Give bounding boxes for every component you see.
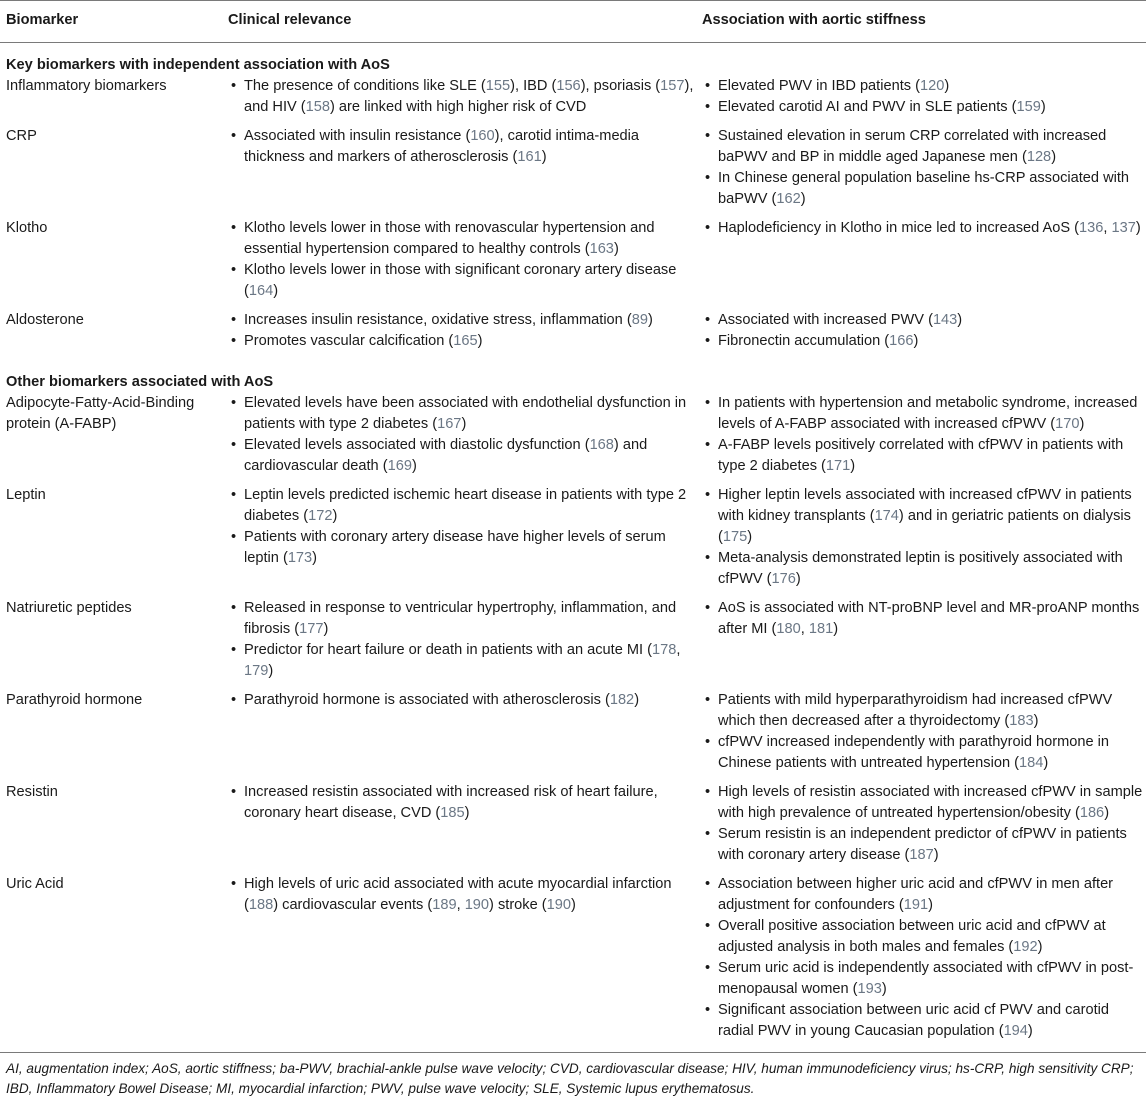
- reference-link[interactable]: 190: [464, 897, 490, 913]
- bullet-text: Klotho levels lower in those with significant coronary artery disease (: [244, 262, 677, 299]
- reference-link[interactable]: 155: [485, 78, 511, 94]
- reference-link[interactable]: 169: [387, 458, 412, 474]
- bullet-text: ), psoriasis (: [580, 78, 661, 94]
- clinical-bullet-item: [228, 218, 696, 260]
- aortic-bullet-item: [702, 874, 1146, 916]
- biomarker-name: Aldosterone: [6, 312, 84, 328]
- aortic-bullet-list: [702, 690, 1146, 774]
- bullet-text: Increases insulin resistance, oxidative stress, inflammation (: [244, 312, 632, 328]
- bullet-text: ,: [456, 897, 465, 913]
- table-row: [0, 782, 1146, 874]
- header-biomarker: Biomarker: [0, 1, 222, 43]
- bullet-text: Released in response to ventricular hypertrophy, inflammation, and fibrosis (: [244, 600, 677, 637]
- reference-link[interactable]: 168: [589, 437, 614, 453]
- section-heading: Key biomarkers with independent association with AoS: [6, 57, 390, 73]
- aortic-bullet-item: [702, 824, 1146, 866]
- clinical-bullet-item: [228, 76, 696, 118]
- reference-link[interactable]: 137: [1111, 220, 1136, 236]
- aortic-bullet-item: [702, 690, 1146, 732]
- reference-link[interactable]: 120: [919, 78, 945, 94]
- clinical-relevance-cell: [222, 874, 696, 1053]
- bullet-text: ): [273, 283, 279, 299]
- bullet-text: ): [464, 805, 470, 821]
- clinical-relevance-cell: [222, 598, 696, 690]
- bullet-text: ): [570, 897, 576, 913]
- bullet-text: Patients with coronary artery disease have higher levels of serum leptin (: [244, 529, 666, 566]
- bullet-text: ): [795, 571, 801, 587]
- bullet-text: ): [1043, 755, 1049, 771]
- bullet-text: Increased resistin associated with increased risk of heart failure, coronary heart disease, CVD (: [244, 784, 658, 821]
- clinical-bullet-item: [228, 690, 696, 711]
- table-row: [0, 485, 1146, 598]
- reference-link[interactable]: 173: [287, 550, 313, 566]
- clinical-bullet-list: [228, 782, 696, 824]
- bullet-text: ): [850, 458, 856, 474]
- bullet-text: ): [1104, 805, 1110, 821]
- clinical-bullet-item: [228, 485, 696, 527]
- aortic-bullet-list: [702, 598, 1146, 640]
- bullet-text: Elevated carotid AI and PWV in SLE patients (: [718, 99, 1017, 115]
- clinical-relevance-cell: [222, 393, 696, 485]
- section-row: [0, 360, 1146, 393]
- aortic-bullet-item: [702, 1000, 1146, 1042]
- bullet-text: Meta-analysis demonstrated leptin is positively associated with cfPWV (: [718, 550, 1123, 587]
- bullet-text: Elevated levels associated with diastolic dysfunction (: [244, 437, 590, 453]
- bullet-text: Significant association between uric acid cf PWV and carotid radial PWV in young Caucasian population (: [718, 1002, 1109, 1039]
- reference-link[interactable]: 156: [556, 78, 581, 94]
- bullet-text: Serum resistin is an independent predictor of cfPWV in patients with coronary artery disease (: [718, 826, 1127, 863]
- reference-link[interactable]: 190: [546, 897, 571, 913]
- clinical-relevance-cell: [222, 782, 696, 874]
- aortic-bullet-item: [702, 310, 1146, 331]
- clinical-bullet-item: [228, 527, 696, 569]
- aortic-association-cell: [696, 598, 1146, 690]
- bullet-text: ,: [1103, 220, 1112, 236]
- reference-link[interactable]: 89: [631, 312, 648, 328]
- bullet-text: ): [881, 981, 887, 997]
- clinical-relevance-cell: [222, 126, 696, 218]
- aortic-association-cell: [696, 76, 1146, 126]
- table-row: [0, 126, 1146, 218]
- biomarker-name: Leptin: [6, 487, 46, 503]
- reference-link[interactable]: 189: [432, 897, 457, 913]
- aortic-bullet-item: [702, 168, 1146, 210]
- reference-link[interactable]: 164: [248, 283, 274, 299]
- bullet-text: Associated with insulin resistance (: [244, 128, 471, 144]
- bullet-text: ): [933, 847, 939, 863]
- clinical-bullet-list: [228, 874, 696, 916]
- clinical-bullet-list: [228, 76, 696, 118]
- bullet-text: ): [647, 312, 653, 328]
- biomarker-name: Parathyroid hormone: [6, 692, 143, 708]
- aortic-association-cell: [696, 310, 1146, 360]
- reference-link[interactable]: 174: [874, 508, 899, 524]
- bullet-text: ): [1040, 99, 1046, 115]
- bullet-text: ), IBD (: [510, 78, 557, 94]
- clinical-bullet-item: [228, 640, 696, 682]
- table-row: [0, 874, 1146, 1053]
- table-header: [0, 1, 1146, 43]
- reference-link[interactable]: 194: [1003, 1023, 1028, 1039]
- bullet-text: ): [312, 550, 318, 566]
- aortic-bullet-item: [702, 548, 1146, 590]
- biomarker-name: Natriuretic peptides: [6, 600, 132, 616]
- aortic-bullet-item: [702, 782, 1146, 824]
- table-footnote: AI, augmentation index; AoS, aortic stiffness; ba-PWV, brachial-ankle pulse wave velocity; CVD, cardiovascular disease; HIV, human immunodeficiency virus; hs-CRP, high sensitivity CRP; IBD, Inflammatory Bowel Disease; MI, myocardial infarction; PWV, pulse wave velocity; SLE, Systemic lupus erythematosus.: [6, 1061, 1134, 1096]
- reference-link[interactable]: 184: [1018, 755, 1044, 771]
- clinical-relevance-cell: [222, 485, 696, 598]
- reference-link[interactable]: 163: [589, 241, 614, 257]
- clinical-bullet-item: [228, 435, 696, 477]
- bullet-text: ): [913, 333, 919, 349]
- bullet-text: Elevated PWV in IBD patients (: [718, 78, 920, 94]
- aortic-bullet-item: [702, 598, 1146, 640]
- bullet-text: ): [477, 333, 483, 349]
- reference-link[interactable]: 180: [776, 621, 801, 637]
- bullet-text: High levels of uric acid associated with acute myocardial infarction (: [244, 876, 672, 913]
- bullet-text: ): [613, 241, 619, 257]
- bullet-text: ): [833, 621, 839, 637]
- table-row: [0, 598, 1146, 690]
- clinical-relevance-cell: [222, 690, 696, 782]
- aortic-association-cell: [696, 874, 1146, 1053]
- clinical-bullet-list: [228, 690, 696, 711]
- clinical-relevance-cell: [222, 218, 696, 310]
- aortic-bullet-list: [702, 76, 1146, 118]
- clinical-bullet-list: [228, 485, 696, 569]
- reference-link[interactable]: 175: [722, 529, 748, 545]
- bullet-text: ) and cardiovascular death (: [244, 437, 648, 474]
- clinical-bullet-item: [228, 782, 696, 824]
- aortic-bullet-list: [702, 310, 1146, 352]
- biomarker-name: Klotho: [6, 220, 48, 236]
- bullet-text: ): [461, 416, 467, 432]
- aortic-bullet-list: [702, 485, 1146, 590]
- reference-link[interactable]: 187: [909, 847, 934, 863]
- bullet-text: The presence of conditions like SLE (: [244, 78, 486, 94]
- clinical-relevance-cell: [222, 310, 696, 360]
- bullet-text: Haplodeficiency in Klotho in mice led to increased AoS (: [718, 220, 1079, 236]
- bullet-text: A-FABP levels positively correlated with cfPWV in patients with type 2 diabetes (: [718, 437, 1124, 474]
- bullet-text: Higher leptin levels associated with increased cfPWV in patients with kidney transplants (: [718, 487, 1132, 524]
- bullet-text: Elevated levels have been associated with endothelial dysfunction in patients with type 2 diabetes (: [244, 395, 687, 432]
- clinical-bullet-list: [228, 126, 696, 168]
- section-row: [0, 43, 1146, 77]
- reference-link[interactable]: 157: [660, 78, 685, 94]
- aortic-association-cell: [696, 393, 1146, 485]
- bullet-text: ), carotid intima-media thickness and markers of atherosclerosis (: [244, 128, 640, 165]
- clinical-bullet-item: [228, 598, 696, 640]
- reference-link[interactable]: 128: [1026, 149, 1052, 165]
- aortic-bullet-list: [702, 126, 1146, 210]
- aortic-bullet-item: [702, 218, 1146, 239]
- reference-link[interactable]: 193: [857, 981, 882, 997]
- aortic-association-cell: [696, 218, 1146, 310]
- biomarker-name: Adipocyte-Fatty-Acid-Binding protein (A-FABP): [6, 395, 195, 432]
- bullet-text: Associated with increased PWV (: [718, 312, 933, 328]
- bullet-text: In Chinese general population baseline hs-CRP associated with baPWV (: [718, 170, 1130, 207]
- bullet-text: Patients with mild hyperparathyroidism had increased cfPWV which then decreased after a thyroidectomy (: [718, 692, 1113, 729]
- aortic-bullet-list: [702, 393, 1146, 477]
- clinical-bullet-item: [228, 331, 696, 352]
- bullet-text: Association between higher uric acid and cfPWV in men after adjustment for confounders (: [718, 876, 1114, 913]
- reference-link[interactable]: 159: [1016, 99, 1041, 115]
- bullet-text: Promotes vascular calcification (: [244, 333, 454, 349]
- aortic-bullet-item: [702, 76, 1146, 97]
- aortic-bullet-item: [702, 126, 1146, 168]
- bullet-text: ): [1051, 149, 1057, 165]
- aortic-association-cell: [696, 690, 1146, 782]
- bullet-text: ): [268, 663, 274, 679]
- reference-link[interactable]: 162: [776, 191, 801, 207]
- reference-link[interactable]: 160: [470, 128, 495, 144]
- bullet-text: ,: [800, 621, 809, 637]
- reference-link[interactable]: 188: [248, 897, 274, 913]
- bullet-text: ): [1027, 1023, 1033, 1039]
- aortic-bullet-item: [702, 331, 1146, 352]
- bullet-text: ) and in geriatric patients on dialysis (: [718, 508, 1131, 545]
- clinical-bullet-item: [228, 310, 696, 331]
- aortic-association-cell: [696, 126, 1146, 218]
- biomarker-name: Uric Acid: [0, 874, 222, 1053]
- bullet-text: Overall positive association between uric acid and cfPWV at adjusted analysis in both males and females (: [718, 918, 1106, 955]
- reference-link[interactable]: 186: [1079, 805, 1105, 821]
- table-body: [0, 43, 1146, 1053]
- aortic-association-cell: [696, 782, 1146, 874]
- aortic-bullet-item: [702, 393, 1146, 435]
- bullet-text: ): [1033, 713, 1039, 729]
- table-row: [0, 690, 1146, 782]
- bullet-text: Fibronectin accumulation (: [718, 333, 890, 349]
- bullet-text: Serum uric acid is independently associated with cfPWV in post-menopausal women (: [718, 960, 1134, 997]
- bullet-text: ): [1135, 220, 1141, 236]
- bullet-text: ): [928, 897, 933, 913]
- clinical-bullet-item: [228, 874, 696, 916]
- clinical-bullet-item: [228, 126, 696, 168]
- table-row: [0, 76, 1146, 126]
- bullet-text: High levels of resistin associated with increased cfPWV in sample with high prevalence of untreated hypertension/obesity (: [718, 784, 1143, 821]
- bullet-text: Predictor for heart failure or death in patients with an acute MI (: [244, 642, 653, 658]
- biomarker-name: CRP: [6, 128, 37, 144]
- reference-link[interactable]: 176: [771, 571, 796, 587]
- bullet-text: ): [944, 78, 950, 94]
- reference-link[interactable]: 165: [453, 333, 478, 349]
- bullet-text: ): [411, 458, 417, 474]
- bullet-text: ): [747, 529, 753, 545]
- bullet-text: Klotho levels lower in those with renovascular hypertension and essential hypertension compared to healthy controls (: [244, 220, 655, 257]
- reference-link[interactable]: 182: [609, 692, 635, 708]
- clinical-bullet-item: [228, 260, 696, 302]
- reference-link[interactable]: 161: [517, 149, 542, 165]
- bullet-text: ): [634, 692, 640, 708]
- bullet-text: ), and HIV (: [244, 78, 694, 115]
- aortic-bullet-item: [702, 485, 1146, 548]
- aortic-association-cell: [696, 485, 1146, 598]
- aortic-bullet-item: [702, 732, 1146, 774]
- bullet-text: ): [1079, 416, 1085, 432]
- header-aortic-association: Association with aortic stiffness: [696, 1, 1146, 43]
- aortic-bullet-list: [702, 218, 1146, 239]
- biomarker-name: Inflammatory biomarkers: [6, 78, 167, 94]
- reference-link[interactable]: 136: [1079, 220, 1104, 236]
- reference-link[interactable]: 179: [244, 663, 269, 679]
- bullet-text: ) are linked with high higher risk of CVD: [330, 99, 587, 115]
- bullet-text: ) cardiovascular events (: [273, 897, 433, 913]
- bullet-text: ): [323, 621, 329, 637]
- bullet-text: ): [332, 508, 338, 524]
- reference-link[interactable]: 183: [1009, 713, 1034, 729]
- bullet-text: Parathyroid hormone is associated with atherosclerosis (: [244, 692, 610, 708]
- bullet-text: ): [800, 191, 806, 207]
- bullet-text: ) stroke (: [489, 897, 547, 913]
- clinical-bullet-list: [228, 393, 696, 477]
- bullet-text: ): [957, 312, 963, 328]
- bullet-text: ): [1037, 939, 1043, 955]
- bullet-text: Sustained elevation in serum CRP correlated with increased baPWV and BP in middle aged Japanese men (: [718, 128, 1107, 165]
- reference-link[interactable]: 143: [932, 312, 958, 328]
- aortic-bullet-item: [702, 916, 1146, 958]
- bullet-text: cfPWV increased independently with parathyroid hormone in Chinese patients with untreated hypertension (: [718, 734, 1110, 771]
- bullet-text: In patients with hypertension and metabolic syndrome, increased levels of A-FABP associated with increased cfPWV (: [718, 395, 1138, 432]
- reference-link[interactable]: 181: [808, 621, 834, 637]
- bullet-text: AoS is associated with NT-proBNP level and MR-proANP months after MI (: [718, 600, 1140, 637]
- clinical-bullet-list: [228, 598, 696, 682]
- clinical-bullet-list: [228, 310, 696, 352]
- reference-link[interactable]: 192: [1013, 939, 1038, 955]
- reference-link[interactable]: 166: [889, 333, 914, 349]
- table-row: [0, 218, 1146, 310]
- reference-link[interactable]: 185: [440, 805, 465, 821]
- aortic-bullet-item: [702, 435, 1146, 477]
- reference-link[interactable]: 170: [1055, 416, 1080, 432]
- reference-link[interactable]: 178: [652, 642, 677, 658]
- section-heading: Other biomarkers associated with AoS: [6, 374, 274, 390]
- aortic-bullet-list: [702, 874, 1146, 1042]
- bullet-text: Leptin levels predicted ischemic heart disease in patients with type 2 diabetes (: [244, 487, 687, 524]
- aortic-bullet-item: [702, 97, 1146, 118]
- reference-link[interactable]: 172: [308, 508, 333, 524]
- header-clinical-relevance: Clinical relevance: [222, 1, 696, 43]
- reference-link[interactable]: 171: [825, 458, 851, 474]
- clinical-relevance-cell: [222, 76, 696, 126]
- aortic-bullet-item: [702, 958, 1146, 1000]
- table-row: [0, 393, 1146, 485]
- bullet-text: ): [541, 149, 547, 165]
- clinical-bullet-list: [228, 218, 696, 302]
- reference-link[interactable]: 167: [437, 416, 462, 432]
- biomarker-name: Resistin: [6, 784, 58, 800]
- table-row: [0, 310, 1146, 360]
- reference-link[interactable]: 158: [305, 99, 331, 115]
- header-row: [0, 1, 1146, 43]
- clinical-bullet-item: [228, 393, 696, 435]
- reference-link[interactable]: 177: [299, 621, 324, 637]
- aortic-bullet-list: [702, 782, 1146, 866]
- reference-link[interactable]: 191: [903, 897, 929, 913]
- bullet-text: ,: [676, 642, 681, 658]
